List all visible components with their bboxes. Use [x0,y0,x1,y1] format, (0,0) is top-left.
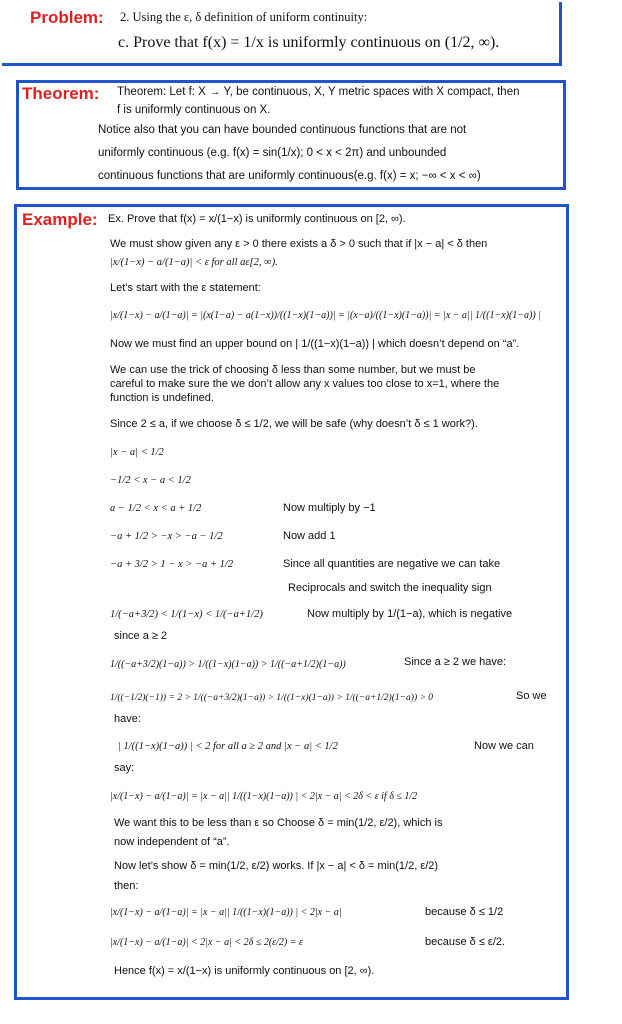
example-line: careful to make sure the we don’t allow any x values too close to x=1, where the [110,378,500,390]
example-line: We can use the trick of choosing δ less than some number, but we must be [110,364,476,376]
problem-line-1: 2. Using the ε, δ definition of uniform continuity: [120,10,368,24]
example-note: because δ ≤ 1/2 [425,906,504,918]
example-math: | 1/((1−x)(1−a)) | < 2 for all a ≥ 2 and |x − a| < 1/2 [118,741,338,752]
theorem-label: Theorem: [22,84,100,103]
example-label: Example: [22,210,98,229]
example-line: Now let’s show δ = min(1/2, ε/2) works. If |x − a| < δ = min(1/2, ε/2) [114,860,439,872]
example-note: Now we can [474,740,534,752]
example-line: function is undefined. [110,392,214,404]
example-math: −a + 1/2 > −x > −a − 1/2 [110,531,223,542]
problem-line-2: c. Prove that f(x) = 1/x is uniformly continuous on (1/2, ∞). [118,34,500,51]
theorem-line-5: continuous functions that are uniformly continuous(e.g. f(x) = x; −∞ < x < ∞) [98,170,481,182]
example-note: Now multiply by 1/(1−a), which is negative [307,608,513,620]
example-line: say: [114,762,135,774]
theorem-line-1: Theorem: Let f: X → Y, be continuous, X, Y metric spaces with X compact, then [117,86,520,98]
example-line: then: [114,880,139,892]
example-note: Since a ≥ 2 we have: [404,656,507,668]
theorem-line-4: uniformly continuous (e.g. f(x) = sin(1/x); 0 < x < 2π) and unbounded [98,147,447,159]
example-math: |x/(1−x) − a/(1−a)| < 2|x − a| < 2δ ≤ 2(ε/2) = ε [110,937,303,948]
example-math: −a + 3/2 > 1 − x > −a + 1/2 [110,559,234,570]
example-line: Since 2 ≤ a, if we choose δ ≤ 1/2, we will be safe (why doesn’t δ ≤ 1 work?). [110,418,478,430]
example-math: 1/((−a+3/2)(1−a)) > 1/((1−x)(1−a)) > 1/((−a+1/2)(1−a)) [110,659,346,670]
example-note: Reciprocals and switch the inequality sign [288,582,492,594]
example-note: Since all quantities are negative we can take [283,558,501,570]
example-note: because δ ≤ ε/2. [425,936,506,948]
example-note: Now add 1 [283,530,336,542]
example-math: a − 1/2 < x < a + 1/2 [110,503,202,514]
example-line: We must show given any ε > 0 there exists a δ > 0 such that if |x − a| < δ then [110,238,488,250]
example-math: 1/(−a+3/2) < 1/(1−x) < 1/(−a+1/2) [110,609,263,620]
example-math: |x/(1−x) − a/(1−a)| < ε for all aε[2, ∞). [110,257,278,268]
example-conclusion: Hence f(x) = x/(1−x) is uniformly continuous on [2, ∞). [114,965,375,977]
example-box [14,204,569,1000]
example-math: |x − a| < 1/2 [110,447,164,458]
example-line: have: [114,713,141,725]
example-line: We want this to be less than ε so Choose δ = min(1/2, ε/2), which is [114,817,443,829]
example-math: |x/(1−x) − a/(1−a)| = |(x(1−a) − a(1−x))/((1−x)(1−a))| = |(x−a)/((1−x)(1−a))| = |x − a|| 1/((1−x)(1−a)) | [110,310,541,321]
theorem-line-3: Notice also that you can have bounded continuous functions that are not [98,124,467,136]
theorem-line-2: f is uniformly continuous on X. [117,104,271,116]
problem-label: Problem: [30,8,104,27]
example-line: now independent of “a”. [114,836,230,848]
example-line: Now we must find an upper bound on | 1/((1−x)(1−a)) | which doesn’t depend on “a”. [110,338,520,350]
example-note: Now multiply by −1 [283,502,376,514]
example-line: Let’s start with the ε statement: [110,282,261,294]
example-math: 1/((−1/2)(−1)) = 2 > 1/((−a+3/2)(1−a)) > 1/((1−x)(1−a)) > 1/((−a+1/2)(1−a)) > 0 [110,693,434,703]
example-math: |x/(1−x) − a/(1−a)| = |x − a|| 1/((1−x)(1−a)) | < 2|x − a| < 2δ < ε if δ ≤ 1/2 [110,791,418,802]
example-statement: Ex. Prove that f(x) = x/(1−x) is uniformly continuous on [2, ∞). [108,213,406,225]
example-math: |x/(1−x) − a/(1−a)| = |x − a|| 1/((1−x)(1−a)) | < 2|x − a| [110,907,342,918]
example-line: since a ≥ 2 [114,630,168,642]
example-math: −1/2 < x − a < 1/2 [110,475,191,486]
example-note: So we [516,690,547,702]
